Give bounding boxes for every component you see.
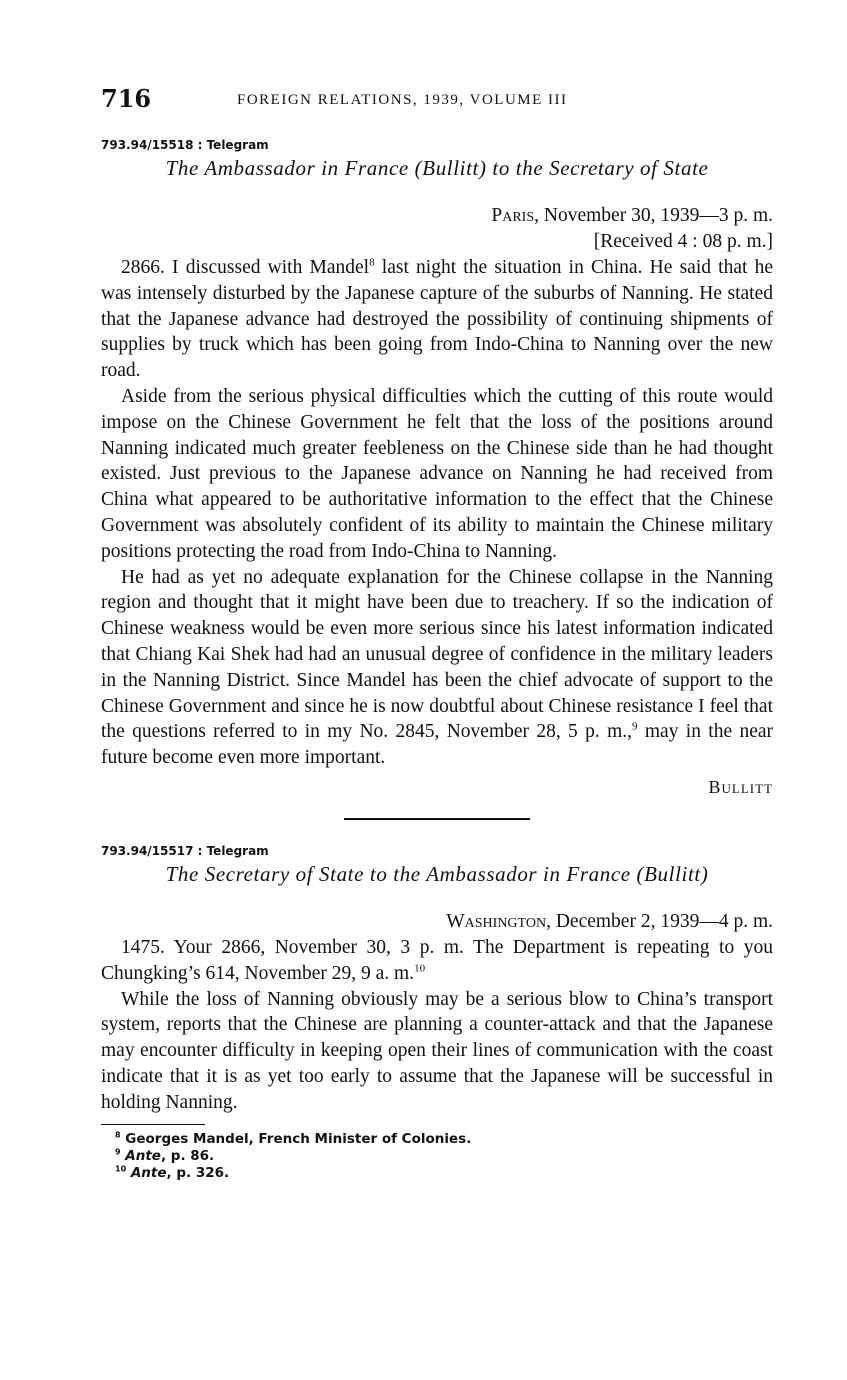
paragraph	[101, 565, 773, 771]
dateline-date-2: , December 2, 1939—4 p. m.	[546, 910, 773, 932]
footnote	[115, 1131, 773, 1148]
file-reference-2: 793.94/15517 : Telegram	[101, 843, 269, 858]
dateline-place-2: Washington	[446, 910, 547, 932]
footnote-marker: 8	[369, 256, 375, 269]
paragraph-text: 1475. Your 2866, November 30, 3 p. m. The Department is repeating to you Chungking’s 614, November 29, 9 a. m.	[101, 936, 773, 984]
signature: Bullitt	[708, 776, 773, 797]
footnote-ante: Ante	[130, 1165, 167, 1182]
footnote	[115, 1165, 773, 1182]
paragraph-text: last night the situation in China. He said that he was intensely disturbed by the Japanese capture of the suburbs of Nanning. He stated that the Japanese advance had destroyed the possibility of continuing shipments of supplies by truck which has been going from Indo-China to Nanning over the new road.	[101, 257, 773, 382]
section-divider	[344, 818, 530, 820]
page-number: 716	[101, 84, 152, 113]
footnote-mark: 10	[115, 1164, 127, 1174]
paragraph-text: He had as yet no adequate explanation for the Chinese collapse in the Nanning region and thought that it might have been due to treachery. If so the indication of Chinese weakness would be even more serious since his latest information indicated that Chiang Kai Shek had had an unusual degree of confidence in the military leaders in the Nanning District. Since Mandel has been the chief advocate of support to the Chinese Government and since he is now doubtful about Chinese resistance I feel that the questions referred to in my No. 2845, November 28, 5 p. m.,	[101, 566, 773, 743]
footnote-rule	[101, 1124, 205, 1126]
footnote-mark: 8	[115, 1130, 121, 1140]
file-reference-1: 793.94/15518 : Telegram	[101, 138, 269, 152]
paragraph	[101, 255, 773, 384]
footnote-text: , p. 326.	[166, 1165, 230, 1182]
paragraph: Aside from the serious physical difficulties which the cutting of this route would impose on the Chinese Government he felt that the loss of the positions around Nanning indicated much greater feebleness on the Chinese side than he had thought existed. Just previous to the Japanese advance on Nanning he had received from China what appeared to be authoritative information to the effect that the Chinese Government was absolutely confident of its ability to maintain the Chinese military positions protecting the road from Indo-China to Nanning.	[101, 385, 773, 562]
footnote	[115, 1148, 773, 1165]
dateline-place-1: Paris	[491, 205, 535, 226]
footnote-marker: 9	[632, 720, 638, 733]
footnote-text: Georges Mandel, French Minister of Colonies.	[125, 1131, 472, 1148]
footnote-mark: 9	[115, 1147, 121, 1157]
paragraph-text: 2866. I discussed with Mandel	[121, 257, 370, 278]
document-title-1: The Ambassador in France (Bullitt) to the Secretary of State	[165, 156, 709, 180]
footnote-ante: Ante	[125, 1148, 161, 1165]
dateline-date-1: , November 30, 1939—3 p. m.	[534, 205, 773, 226]
document-page	[101, 84, 773, 1182]
paragraph: While the loss of Nanning obviously may be a serious blow to China’s transport system, reports that the Chinese are planning a counter-attack and that the Japanese may encounter difficulty in keeping open their lines of communication with the coast indicate that it is as yet too early to assume that the Japanese will be successful in holding Nanning.	[101, 988, 773, 1113]
footnotes	[115, 1131, 773, 1182]
paragraph-text: may in the near future become even more important.	[101, 721, 773, 769]
running-title: FOREIGN RELATIONS, 1939, VOLUME III	[237, 92, 568, 108]
footnote-text: , p. 86.	[160, 1148, 215, 1165]
document-title-2: The Secretary of State to the Ambassador in France (Bullitt)	[165, 861, 709, 886]
running-header	[101, 84, 773, 124]
dateline-2	[101, 909, 773, 935]
received-note: [Received 4 : 08 p. m.]	[593, 231, 773, 252]
paragraph	[101, 935, 773, 987]
dateline-1	[101, 203, 773, 229]
footnote-marker: 10	[414, 962, 426, 975]
